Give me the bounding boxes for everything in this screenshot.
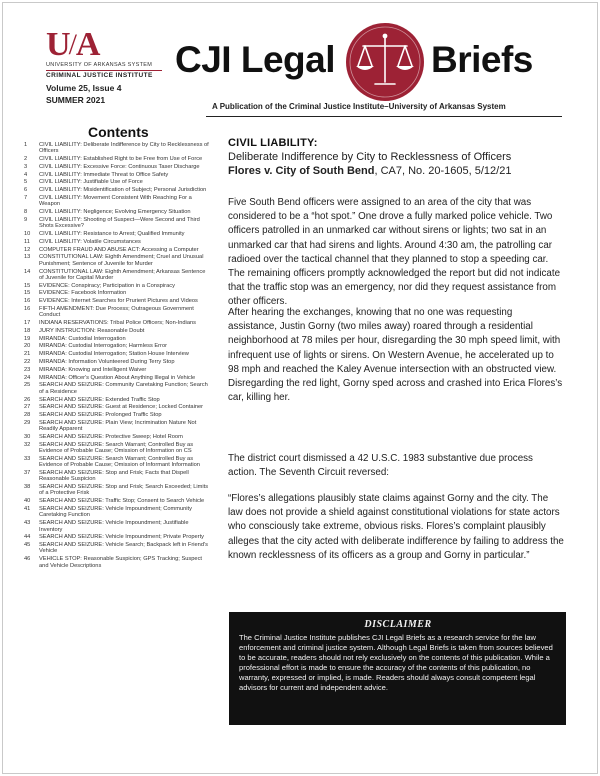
- contents-page-number: 5: [24, 179, 28, 186]
- article-paragraph-1: [228, 196, 564, 310]
- contents-item-text: CIVIL LIABILITY: Movement Consistent With Reaching For a Weapon: [39, 195, 192, 208]
- contents-page-number: 18: [24, 327, 31, 334]
- contents-heading: Contents: [88, 124, 149, 140]
- contents-page-number: 37: [24, 470, 31, 476]
- contents-item: [24, 320, 210, 326]
- contents-item-text: SEARCH AND SEIZURE: Search Warrant; Controlled Buy as Evidence of Probable Cause; Omission of Informant Information: [39, 455, 200, 469]
- contents-page-number: 41: [24, 506, 31, 513]
- contents-item: [24, 142, 210, 155]
- case-name: Flores v. City of South Bend: [228, 165, 375, 177]
- contents-page-number: 14: [24, 268, 31, 275]
- contents-page-number: 24: [24, 374, 31, 381]
- contents-page-number: 27: [24, 404, 31, 411]
- publication-line: A Publication of the Criminal Justice Institute–University of Arkansas System: [212, 102, 506, 111]
- masthead-rule-short: [206, 116, 214, 117]
- contents-item: [24, 382, 210, 395]
- contents-page-number: 46: [24, 556, 31, 563]
- contents-item-text: CIVIL LIABILITY: Excessive Force: Continuous Taser Discharge: [39, 163, 200, 170]
- contents-item: [24, 283, 210, 289]
- contents-item-text: CIVIL LIABILITY: Justifiable Use of Force: [39, 179, 143, 186]
- contents-item: [24, 470, 210, 483]
- contents-item: [24, 484, 210, 497]
- paragraph-text: After hearing the exchanges, knowing that no one was requesting assistance, Justin Gorny (two miles away) roared through a residential neighborhood at 78 miles per hour, disregarding the 30 mph speed limit, with infrequent use of lights or sirens. On Western Avenue, he accelerated up to 98 mph and reached the Kaley Avenue intersection with an obstructed view. Disregarding the red light, Gorny sped across and crashed into Erica Flores’s car, killing her.: [228, 307, 563, 404]
- contents-item: [24, 359, 210, 365]
- contents-item: [24, 498, 210, 504]
- paragraph-text: Five South Bend officers were assigned to an area of the city that was considered to be a “hot spot.” One drove a fully marked police vehicle. Two officers patrolled in an unmarked car without sirens or lights; two sat in an unmarked car that had sirens and lights. Around 4:30 am, the patrolling car radioed over the tactical channel that they planned to stop a speeding car. The remaining officers promptly acknowledged the report but did not indicate that the traffic stop was an emergency, nor did they request assistance from other officers.: [228, 197, 561, 308]
- article-paragraph-3: [228, 452, 564, 480]
- contents-item-text: CIVIL LIABILITY: Deliberate Indifference by City to Recklessness of Officers: [39, 142, 209, 155]
- contents-page-number: 45: [24, 542, 31, 549]
- contents-item: [24, 542, 210, 555]
- contents-item: [24, 397, 210, 403]
- contents-item-text: COMPUTER FRAUD AND ABUSE ACT: Accessing a Computer: [39, 246, 199, 253]
- contents-item: [24, 269, 210, 282]
- contents-item: [24, 217, 210, 230]
- contents-item: [24, 179, 210, 185]
- contents-page-number: 11: [24, 238, 30, 245]
- contents-item-text: MIRANDA: Knowing and Intelligent Waiver: [39, 366, 147, 373]
- contents-page-number: 15: [24, 290, 31, 297]
- contents-page-number: 21: [24, 351, 31, 358]
- contents-page-number: 16: [24, 306, 31, 312]
- contents-page-number: 10: [24, 231, 31, 238]
- masthead-title-left: CJI Legal: [175, 39, 335, 80]
- contents-item: [24, 328, 210, 334]
- contents-page-number: 43: [24, 520, 31, 527]
- contents-item-text: EVIDENCE: Conspiracy; Participation in a Conspiracy: [39, 282, 175, 289]
- paragraph-text: The district court dismissed a 42 U.S.C. 1983 substantive due process action. The Seventh Circuit reversed:: [228, 453, 533, 479]
- logo-letter-a: A: [75, 26, 101, 63]
- contents-item-text: SEARCH AND SEIZURE: Stop and Frisk; Facts that Dispell Reasonable Suspicion: [39, 470, 189, 483]
- article-citation: [228, 165, 564, 177]
- contents-page-number: 3: [24, 163, 28, 170]
- contents-page-number: 40: [24, 498, 31, 505]
- contents-item: [24, 306, 210, 319]
- contents-item: [24, 456, 210, 469]
- contents-item: [24, 367, 210, 373]
- contents-list: [24, 142, 210, 570]
- contents-page-number: 8: [24, 209, 28, 216]
- contents-page-number: 12: [24, 246, 31, 253]
- logo-letter-u: U: [46, 26, 70, 63]
- issue-season: SUMMER 2021: [46, 95, 106, 105]
- contents-item-text: SEARCH AND SEIZURE: Plain View; Incrimination Nature Not Readily Apparent: [39, 419, 197, 433]
- contents-item-text: CIVIL LIABILITY: Volatile Circumstances: [39, 238, 141, 245]
- contents-page-number: 15: [24, 282, 31, 289]
- contents-item-text: CONSTITUTIONAL LAW: Eighth Amendment; Arkansas Sentence of Juvenile for Capital Murder: [39, 268, 206, 281]
- contents-item: [24, 209, 210, 215]
- contents-item-text: MIRANDA: Custodial Interrogation: [39, 335, 126, 342]
- case-citation: , CA7, No. 20-1605, 5/12/21: [374, 165, 512, 177]
- contents-item-text: MIRANDA: Custodial Interrogation; Harmless Error: [39, 343, 168, 350]
- contents-item-text: CIVIL LIABILITY: Resistance to Arrest; Qualified Immunity: [39, 231, 185, 238]
- contents-item: [24, 254, 210, 267]
- volume-issue: Volume 25, Issue 4: [46, 83, 122, 93]
- contents-item-text: SEARCH AND SEIZURE: Search Warrant; Controlled Buy as Evidence of Probable Cause; Omission of Information on CS: [39, 441, 194, 455]
- contents-page-number: 16: [24, 298, 31, 305]
- contents-item-text: SEARCH AND SEIZURE: Vehicle Impoundment; Private Property: [39, 534, 204, 541]
- contents-item: [24, 231, 210, 237]
- masthead-title-right: Briefs: [431, 39, 533, 80]
- contents-item: [24, 247, 210, 253]
- contents-item: [24, 343, 210, 349]
- contents-page-number: 2: [24, 156, 28, 163]
- contents-item: [24, 351, 210, 357]
- logo-university-text: UNIVERSITY OF ARKANSAS SYSTEM: [46, 62, 153, 68]
- contents-item-text: SEARCH AND SEIZURE: Vehicle Impoundment; Community Caretaking Function: [39, 506, 192, 519]
- ua-cji-logo: [46, 26, 164, 79]
- logo-slash: /: [68, 28, 77, 61]
- contents-item: [24, 520, 210, 533]
- logo-divider: [46, 70, 162, 71]
- contents-page-number: 20: [24, 343, 31, 350]
- contents-page-number: 13: [24, 254, 31, 261]
- contents-item: [24, 375, 210, 381]
- contents-page-number: 30: [24, 433, 31, 440]
- logo-institute-text: CRIMINAL JUSTICE INSTITUTE: [46, 72, 153, 79]
- contents-item-text: MIRANDA: Officer's Question About Anything Illegal in Vehicle: [39, 374, 196, 381]
- contents-item-text: SEARCH AND SEIZURE: Guest at Residence; Locked Container: [39, 404, 204, 411]
- contents-item-text: SEARCH AND SEIZURE: Stop and Frisk; Search Exceeded; Limits of a Protective Frisk: [39, 484, 209, 497]
- contents-item-text: CIVIL LIABILITY: Immediate Threat to Office Safety: [39, 171, 169, 178]
- contents-item-text: CIVIL LIABILITY: Shooting of Suspect—Were Second and Third Shots Excessive?: [39, 216, 200, 230]
- contents-item: [24, 164, 210, 170]
- contents-item-text: MIRANDA: Information Volunteered During Terry Stop: [39, 359, 175, 366]
- contents-page-number: 19: [24, 335, 31, 342]
- contents-item: [24, 290, 210, 296]
- disclaimer-box: [229, 612, 566, 725]
- contents-page-number: 7: [24, 195, 28, 202]
- contents-page-number: 23: [24, 366, 31, 373]
- contents-item: [24, 442, 210, 455]
- contents-item: [24, 172, 210, 178]
- contents-item-text: MIRANDA: Custodial Interrogation; Station House Interview: [39, 351, 189, 358]
- contents-page-number: 38: [24, 484, 31, 491]
- scales-of-justice-icon: [345, 22, 425, 102]
- contents-item: [24, 239, 210, 245]
- contents-item-text: SEARCH AND SEIZURE: Vehicle Impoundment; Justifiable Inventory: [39, 520, 189, 533]
- contents-page-number: 25: [24, 382, 31, 389]
- contents-item-text: SEARCH AND SEIZURE: Prolonged Traffic Stop: [39, 412, 162, 419]
- contents-item-text: CIVIL LIABILITY: Misidentification of Subject; Personal Jurisdiction: [39, 187, 207, 194]
- contents-item: [24, 434, 210, 440]
- contents-page-number: 17: [24, 320, 31, 327]
- contents-item-text: CONSTITUTIONAL LAW: Eighth Amendment; Cruel and Unusual Punishment; Sentence of Juvenile for Murder: [39, 254, 204, 267]
- contents-item-text: VEHICLE STOP: Reasonable Suspicion; GPS Tracking; Suspect and Vehicle Descriptions: [39, 556, 203, 569]
- contents-page-number: 4: [24, 171, 28, 178]
- contents-item-text: CIVIL LIABILITY: Negligence; Evolving Emergency Situation: [39, 209, 191, 216]
- disclaimer-title: DISCLAIMER: [364, 619, 432, 630]
- contents-item: [24, 404, 210, 410]
- contents-item-text: SEARCH AND SEIZURE: Community Caretaking Function; Search of a Residence: [39, 382, 208, 395]
- article-quote: [228, 492, 564, 563]
- paragraph-text: “Flores’s allegations plausibly state claims against Gorny and the city. The law does not provide a shield against constitutional violations for state actors who consciously take extreme, obvious risks. Flores’s complaint plausibly alleges that the city acted with deliberate indifference by failing to address the known recklessness of its officers as a group and Gorny in particular.”: [228, 493, 564, 561]
- contents-item-text: CIVIL LIABILITY: Established Right to be Free from Use of Force: [39, 156, 203, 163]
- contents-page-number: 29: [24, 419, 31, 426]
- contents-item: [24, 195, 210, 208]
- contents-page-number: 32: [24, 441, 31, 448]
- article-subtitle: Deliberate Indifference by City to Recklessness of Officers: [228, 151, 512, 163]
- contents-item-text: JURY INSTRUCTION: Reasonable Doubt: [39, 327, 145, 334]
- contents-page-number: 33: [24, 455, 31, 462]
- contents-item-text: SEARCH AND SEIZURE: Protective Sweep; Hotel Room: [39, 433, 183, 440]
- contents-page-number: 44: [24, 534, 31, 541]
- contents-item-text: SEARCH AND SEIZURE: Extended Traffic Stop: [39, 396, 160, 403]
- contents-item: [24, 336, 210, 342]
- contents-item: [24, 506, 210, 519]
- contents-page-number: 6: [24, 187, 28, 194]
- contents-item-text: EVIDENCE: Internet Searches for Prurient Pictures and Videos: [39, 298, 198, 305]
- contents-item-text: SEARCH AND SEIZURE: Traffic Stop; Consent to Search Vehicle: [39, 498, 205, 505]
- contents-item-text: INDIANA RESERVATIONS: Tribal Police Officers; Non-Indians: [39, 320, 196, 327]
- contents-page-number: 1: [24, 142, 28, 148]
- disclaimer-body: The Criminal Justice Institute publishes CJI Legal Briefs as a research service for the law enforcement and criminal justice system. Although Legal Briefs is taken from sources believed to be accurate, readers should not rely exclusively on the contents of this publication. While a professional effort is made to ensure the accuracy of the contents of this publication, no warranty, expressed or implied, is made. Readers should always consult competent legal advisors for current and independent advice.: [239, 633, 553, 693]
- contents-page-number: 9: [24, 216, 28, 223]
- masthead-rule: [214, 116, 562, 117]
- contents-item: [24, 556, 210, 569]
- contents-item: [24, 187, 210, 193]
- contents-page-number: 28: [24, 412, 31, 419]
- contents-page-number: 26: [24, 396, 31, 403]
- article-paragraph-2: [228, 306, 564, 405]
- article-category: CIVIL LIABILITY:: [228, 137, 318, 149]
- contents-item-text: FIFTH AMENDMENT: Due Process; Outrageous Government Conduct: [39, 306, 194, 319]
- contents-item: [24, 156, 210, 162]
- contents-page-number: 22: [24, 359, 31, 366]
- contents-item: [24, 412, 210, 418]
- contents-item-text: EVIDENCE: Facebook Information: [39, 290, 127, 297]
- contents-item: [24, 298, 210, 304]
- contents-item: [24, 534, 210, 540]
- contents-item: [24, 420, 210, 433]
- ua-logo-mark: [46, 26, 164, 63]
- contents-item-text: SEARCH AND SEIZURE: Vehicle Search; Backpack left in Friend's Vehicle: [39, 542, 208, 555]
